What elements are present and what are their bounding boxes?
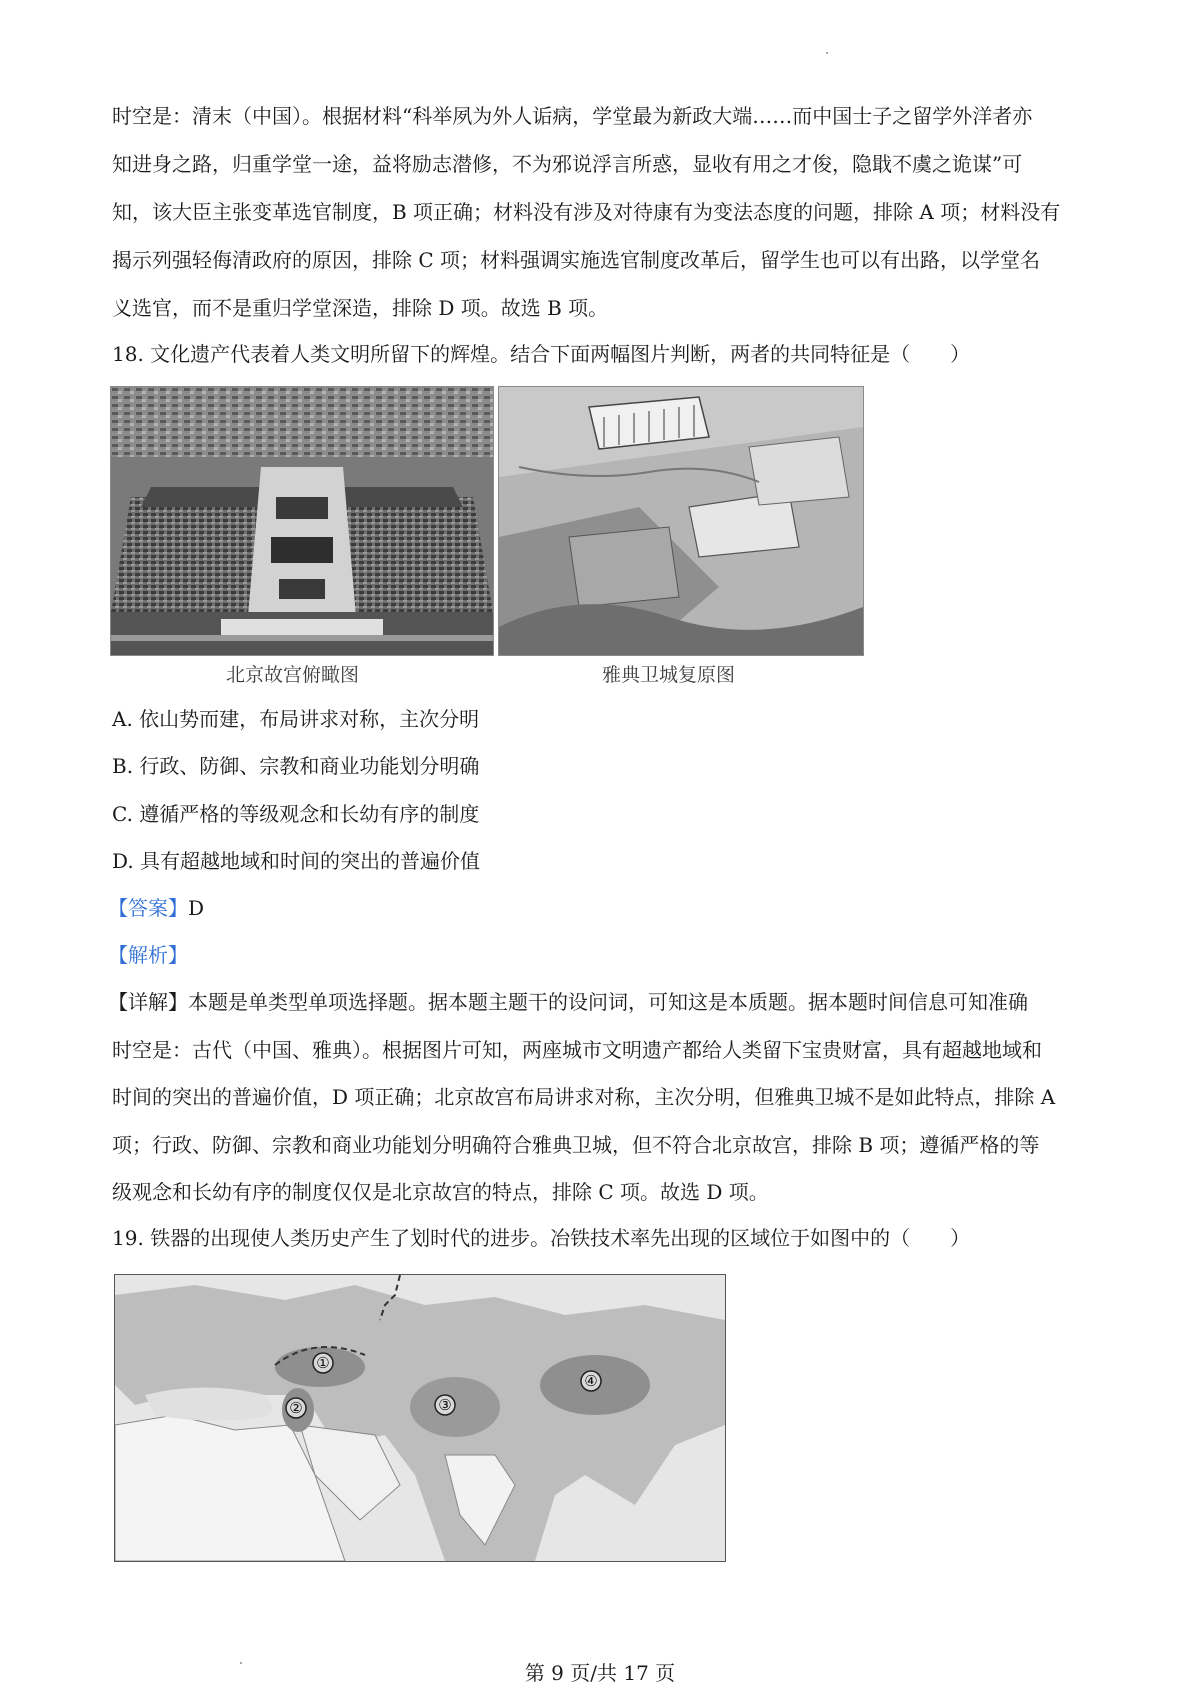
text-line: 项；行政、防御、宗教和商业功能划分明确符合雅典卫城，但不符合北京故宫，排除 B 项；遵循严格的等 — [112, 1133, 1040, 1157]
question-18-stem: 18. 文化遗产代表着人类文明所留下的辉煌。结合下面两幅图片判断，两者的共同特征是（ ） — [112, 342, 971, 366]
forbidden-city-aerial-photo — [110, 386, 494, 656]
text-line: 揭示列强轻侮清政府的原因，排除 C 项；材料强调实施选官制度改革后，留学生也可以有出路，以学堂名 — [112, 248, 1041, 272]
caption-forbidden-city: 北京故宫俯瞰图 — [226, 664, 360, 686]
answer-label: 【答案】 — [108, 896, 188, 920]
text-line: 知进身之路，归重学堂一途，益将励志潜修，不为邪说浮言所惑，显收有用之才俊，隐戢不虞之诡谋”可 — [112, 152, 1023, 176]
text-line: 级观念和长幼有序的制度仅仅是北京故宫的特点，排除 C 项。故选 D 项。 — [112, 1180, 769, 1204]
analysis-label-text: 【解析】 — [108, 943, 188, 967]
text-line: 义选官，而不是重归学堂深造，排除 D 项。故选 B 项。 — [112, 296, 609, 320]
analysis-label — [108, 941, 188, 969]
scan-speck — [240, 1662, 242, 1664]
map-marker-1: ① — [316, 1354, 330, 1372]
acropolis-reconstruction-drawing — [498, 386, 864, 656]
text-line: 时空是：清末（中国）。根据材料“科举夙为外人诟病，学堂最为新政大端……而中国士子之留学外洋者亦 — [112, 104, 1033, 128]
option-d: D. 具有超越地域和时间的突出的普遍价值 — [112, 849, 481, 873]
detail-text: 本题是单类型单项选择题。据本题主题干的设问词，可知这是本质题。据本题时间信息可知准确 — [188, 990, 1028, 1014]
question-18-figure — [110, 386, 866, 688]
text-line: 时间的突出的普遍价值，D 项正确；北京故宫布局讲求对称，主次分明，但雅典卫城不是如此特点，排除 A — [112, 1085, 1056, 1109]
option-b: B. 行政、防御、宗教和商业功能划分明确 — [112, 754, 480, 778]
scan-speck — [826, 52, 828, 54]
map-marker-2: ② — [289, 1399, 303, 1417]
text-line: 时空是：古代（中国、雅典）。根据图片可知，两座城市文明遗产都给人类留下宝贵财富，具有超越地域和 — [112, 1038, 1042, 1062]
detail-line — [108, 988, 1028, 1016]
detail-label: 【详解】 — [108, 990, 188, 1014]
ancient-world-map — [114, 1274, 726, 1562]
text-line: 知，该大臣主张变革选官制度，B 项正确；材料没有涉及对待康有为变法态度的问题，排除 A 项；材料没有 — [112, 200, 1061, 224]
question-19-stem: 19. 铁器的出现使人类历史产生了划时代的进步。冶铁技术率先出现的区域位于如图中的（ ） — [112, 1226, 971, 1250]
option-a: A. 依山势而建，布局讲求对称，主次分明 — [112, 707, 480, 731]
option-c: C. 遵循严格的等级观念和长幼有序的制度 — [112, 802, 480, 826]
answer-line — [108, 894, 204, 922]
page-footer: 第 9 页/共 17 页 — [524, 1661, 676, 1685]
caption-acropolis: 雅典卫城复原图 — [602, 664, 736, 686]
map-marker-4: ④ — [584, 1372, 598, 1390]
answer-value: D — [188, 896, 205, 920]
map-marker-3: ③ — [438, 1396, 452, 1414]
